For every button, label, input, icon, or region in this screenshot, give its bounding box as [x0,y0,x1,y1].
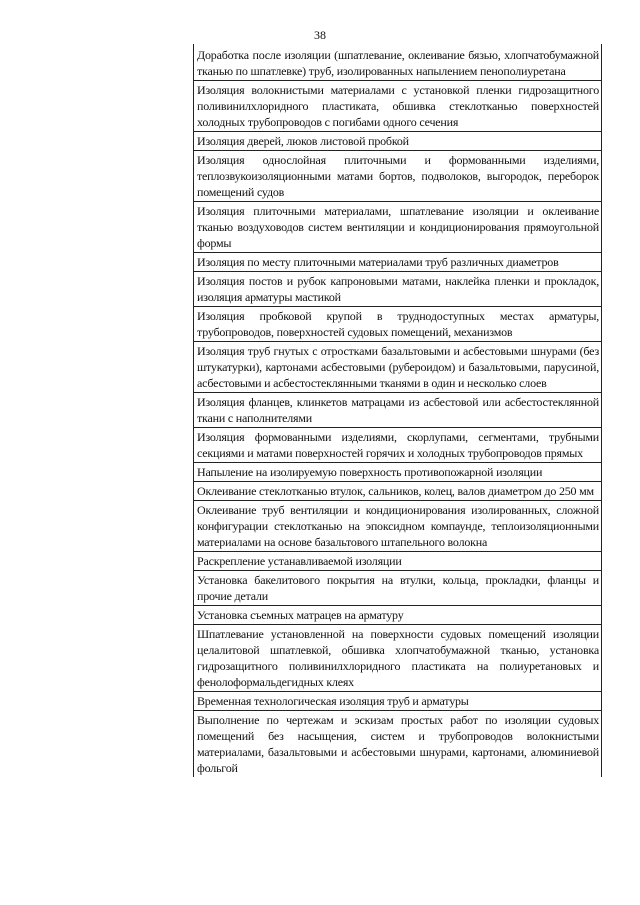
table-row: Изоляция фланцев, клинкетов матрацами из асбестовой или асбестостеклянной ткани с наполнителями [194,393,601,428]
table-row: Изоляция однослойная плиточными и формованными изделиями, теплозвукоизоляционными матами бортов, подволоков, выгородок, переборок помещений судов [194,151,601,202]
table-row: Изоляция пробковой крупой в труднодоступных местах арматуры, трубопроводов, поверхностей судовых помещений, механизмов [194,307,601,342]
table-row: Доработка после изоляции (шпатлевание, оклеивание бязью, хлопчатобумажной тканью по шпатлевке) труб, изолированных напылением пенополиуретана [194,44,601,81]
table-row: Оклеивание стеклотканью втулок, сальников, колец, валов диаметром до 250 мм [194,482,601,501]
table-row: Оклеивание труб вентиляции и кондиционирования изолированных, сложной конфигурации стеклотканью на эпоксидном компаунде, теплоизоляционными материалами на основе базальтового штапельного волокна [194,501,601,552]
table-row: Временная технологическая изоляция труб и арматуры [194,692,601,711]
table-row: Изоляция труб гнутых с отростками базальтовыми и асбестовыми шнурами (без штукатурки), картонами асбестовыми (рубероидом) и базальтовыми, парусиной, асбестовыми и асбестостеклянными тканями в один и несколько слоев [194,342,601,393]
table-row: Изоляция волокнистыми материалами с установкой пленки гидрозащитного поливинилхлоридного пластиката, обшивка стеклотканью поверхностей холодных трубопроводов с погибами одного сечения [194,81,601,132]
table-row: Раскрепление устанавливаемой изоляции [194,552,601,571]
table-row: Изоляция постов и рубок капроновыми матами, наклейка пленки и прокладок, изоляция арматуры мастикой [194,272,601,307]
table-row: Изоляция дверей, люков листовой пробкой [194,132,601,151]
table-row: Изоляция формованными изделиями, скорлупами, сегментами, трубными секциями и матами поверхностей горячих и холодных трубопроводов прямых [194,428,601,463]
page-number: 38 [314,28,326,42]
table-row: Установка бакелитового покрытия на втулки, кольца, прокладки, фланцы и прочие детали [194,571,601,606]
table-row: Напыление на изолируемую поверхность противопожарной изоляции [194,463,601,482]
table-row: Шпатлевание установленной на поверхности судовых помещений изоляции целалитовой шпатлевкой, обшивка хлопчатобумажной тканью, установка гидрозащитного поливинилхлоридного пластиката на полиуретановых и фенолоформальдегидных клеях [194,625,601,692]
table-row: Выполнение по чертежам и эскизам простых работ по изоляции судовых помещений без насыщения, систем и трубопроводов волокнистыми материалами, базальтовыми и асбестовыми шнурами, картонами, алюминиевой фольгой [197,713,599,775]
table-row: Изоляция по месту плиточными материалами труб различных диаметров [194,253,601,272]
table-row: Установка съемных матрацев на арматуру [194,606,601,625]
table-row: Изоляция плиточными материалами, шпатлевание изоляции и оклеивание тканью воздуховодов систем вентиляции и кондиционирования прямоугольной формы [194,202,601,253]
work-list-table [193,44,602,777]
